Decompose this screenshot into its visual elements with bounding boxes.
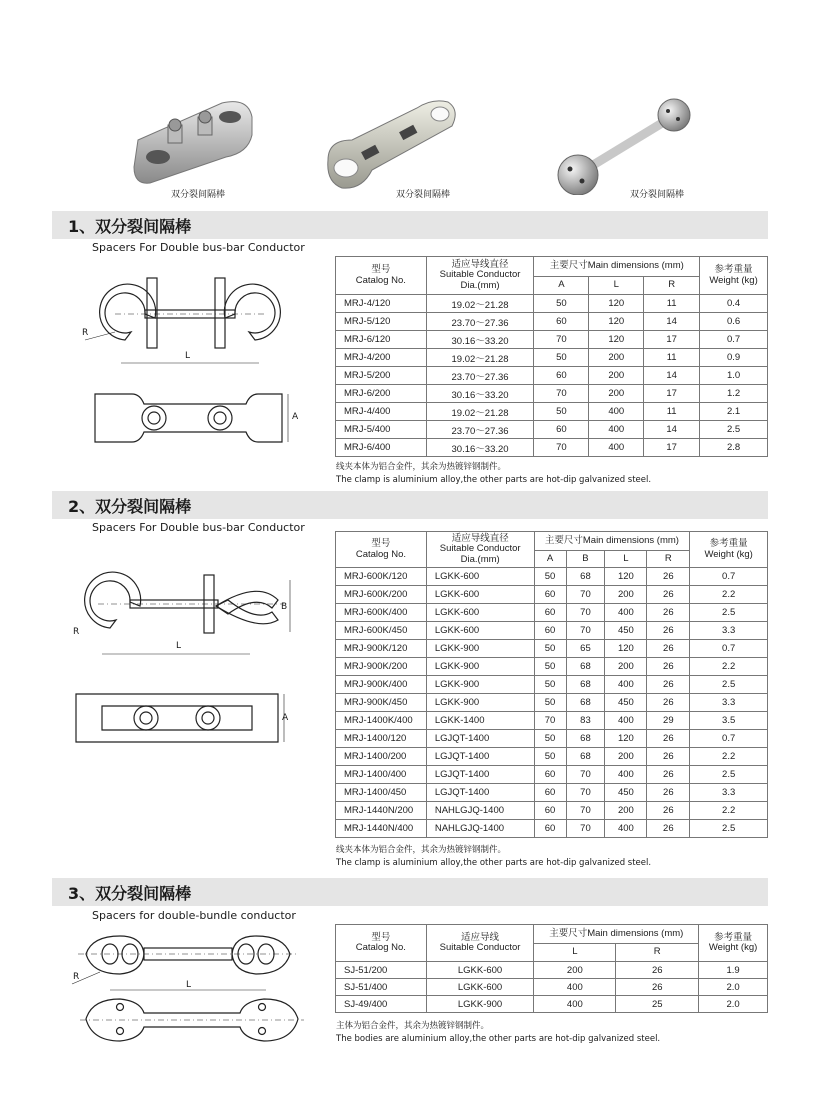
dimension-label-a: A [282, 713, 289, 723]
header-dims: 主要尺寸Main dimensions (mm) [534, 925, 699, 944]
table-cell: 11 [644, 403, 700, 421]
table-cell: 29 [647, 712, 690, 730]
table-cell: 70 [566, 586, 605, 604]
table-cell: LGKK-900 [426, 658, 534, 676]
table-cell: 400 [589, 439, 644, 457]
table-cell: 70 [566, 784, 605, 802]
table-cell: 14 [644, 421, 700, 439]
table-cell: 26 [647, 766, 690, 784]
table-cell: 2.2 [690, 802, 768, 820]
table-row [336, 730, 768, 748]
section-subtitle: Spacers for double-bundle conductor [92, 909, 296, 922]
table-cell: 50 [534, 748, 566, 766]
table-row [336, 712, 768, 730]
table-cell: 26 [647, 586, 690, 604]
table-cell: 0.6 [700, 313, 768, 331]
table-cell: MRJ-1400/120 [336, 730, 427, 748]
table-cell: 60 [534, 604, 566, 622]
table-cell: 120 [589, 331, 644, 349]
table-cell: 60 [534, 784, 566, 802]
table-cell: 14 [644, 313, 700, 331]
table-cell: 50 [534, 568, 566, 586]
table-row [336, 766, 768, 784]
table-cell: 68 [566, 658, 605, 676]
table-cell: 400 [605, 766, 647, 784]
table-cell: 26 [647, 604, 690, 622]
table-cell: 26 [647, 676, 690, 694]
table-cell: 3.5 [690, 712, 768, 730]
dimension-label-r: R [73, 627, 80, 637]
table-cell: 450 [605, 784, 647, 802]
table-cell: 25 [616, 996, 699, 1013]
table-cell: 60 [534, 820, 566, 838]
table-cell: 0.7 [690, 730, 768, 748]
table-cell: 23.70～27.36 [426, 313, 534, 331]
table-cell: 60 [534, 766, 566, 784]
table-cell: 2.5 [700, 421, 768, 439]
table-cell: 200 [605, 748, 647, 766]
table-cell: 450 [605, 622, 647, 640]
table-cell: SJ-51/200 [336, 962, 427, 979]
table-cell: 83 [566, 712, 605, 730]
table-row [336, 979, 768, 996]
table-cell: MRJ-900K/400 [336, 676, 427, 694]
table-cell: LGKK-600 [426, 586, 534, 604]
table-cell: 60 [534, 313, 589, 331]
table-cell: LGKK-600 [426, 962, 534, 979]
table-cell: 2.5 [690, 604, 768, 622]
spacer-drawing-side-view [90, 388, 300, 448]
table-row [336, 439, 768, 457]
table-cell: 70 [566, 820, 605, 838]
table-cell: 14 [644, 367, 700, 385]
header-dim-col: R [616, 944, 699, 962]
table-cell: 19.02～21.28 [426, 295, 534, 313]
header-model: 型号 [371, 931, 391, 943]
table-cell: NAHLGJQ-1400 [426, 802, 534, 820]
material-note-en: The bodies are aluminium alloy,the other parts are hot-dip galvanized steel. [336, 1034, 661, 1044]
table-cell: 200 [589, 349, 644, 367]
section-title: 1、双分裂间隔棒 [68, 217, 192, 236]
table-cell: 400 [534, 979, 616, 996]
table-row [336, 367, 768, 385]
table-cell: MRJ-900K/120 [336, 640, 427, 658]
table-row [336, 996, 768, 1013]
table-cell: 400 [605, 604, 647, 622]
table-row [336, 313, 768, 331]
table-cell: 26 [647, 658, 690, 676]
table-cell: 26 [616, 962, 699, 979]
table-cell: 120 [605, 730, 647, 748]
photo-caption: 双分裂间隔棒 [170, 190, 225, 200]
dimension-label-l: L [185, 351, 191, 361]
header-catalog: Catalog No. [355, 548, 406, 560]
table-cell: 70 [534, 385, 589, 403]
header-dim-col: A [534, 551, 566, 568]
table-cell: 50 [534, 640, 566, 658]
table-body [336, 295, 768, 457]
table-cell: 60 [534, 802, 566, 820]
table-cell: 23.70～27.36 [426, 367, 534, 385]
table-cell: 1.9 [699, 962, 768, 979]
table-row [336, 586, 768, 604]
material-note-cn: 线夹本体为铝合金件，其余为热镀锌钢制件。 [336, 845, 507, 855]
table-cell: MRJ-4/120 [336, 295, 427, 313]
table-cell: 26 [647, 820, 690, 838]
header-dia-unit: Dia.(mm) [460, 553, 500, 565]
spec-table [335, 531, 768, 838]
table-row [336, 568, 768, 586]
table-cell: 400 [605, 820, 647, 838]
table-cell: 60 [534, 622, 566, 640]
header-dim-col: A [534, 277, 589, 295]
table-cell: 200 [589, 367, 644, 385]
table-cell: 0.7 [690, 568, 768, 586]
header-dia-en: Suitable Conductor [439, 942, 521, 953]
table-row [336, 640, 768, 658]
table-cell: 2.8 [700, 439, 768, 457]
table-row [336, 403, 768, 421]
header-dia-cn: 适应导线直径 [451, 532, 509, 544]
table-cell: MRJ-900K/450 [336, 694, 427, 712]
spacer-clamp-photo-icon [130, 95, 260, 190]
section-title: 2、双分裂间隔棒 [68, 497, 192, 516]
header-dia-unit: Dia.(mm) [460, 279, 500, 291]
table-cell: 50 [534, 694, 566, 712]
table-cell: 50 [534, 349, 589, 367]
table-cell: MRJ-600K/120 [336, 568, 427, 586]
table-cell: 60 [534, 421, 589, 439]
table-cell: 60 [534, 586, 566, 604]
spec-table [335, 256, 768, 457]
table-cell: LGKK-600 [426, 604, 534, 622]
header-weight-cn: 参考重量 [714, 931, 753, 943]
material-note-cn: 主体为铝合金件，其余为热镀锌钢制件。 [336, 1021, 490, 1031]
header-catalog: Catalog No. [355, 942, 406, 953]
table-cell: MRJ-600K/200 [336, 586, 427, 604]
table-cell: 2.0 [699, 979, 768, 996]
section-header [52, 211, 768, 239]
table-row [336, 421, 768, 439]
table-row [336, 622, 768, 640]
section-title: 3、双分裂间隔棒 [68, 884, 192, 903]
table-row [336, 658, 768, 676]
table-cell: LGKK-900 [426, 694, 534, 712]
table-cell: 50 [534, 658, 566, 676]
table-cell: 0.7 [690, 640, 768, 658]
table-cell: 400 [589, 403, 644, 421]
table-cell: 2.1 [700, 403, 768, 421]
table-cell: 200 [605, 658, 647, 676]
table-row [336, 604, 768, 622]
photo-caption: 双分裂间隔棒 [395, 190, 450, 200]
table-cell: 200 [534, 962, 616, 979]
table-cell: 120 [589, 295, 644, 313]
table-cell: 68 [566, 748, 605, 766]
table-cell: 68 [566, 568, 605, 586]
table-cell: 120 [589, 313, 644, 331]
dimension-label-b: B [281, 602, 288, 612]
header-dia-cn: 适应导线直径 [451, 258, 509, 270]
table-cell: 65 [566, 640, 605, 658]
header-dims: 主要尺寸Main dimensions (mm) [534, 257, 700, 277]
material-note-cn: 线夹本体为铝合金件，其余为热镀锌钢制件。 [336, 462, 507, 472]
table-cell: 400 [605, 712, 647, 730]
table-row [336, 820, 768, 838]
header-dia-cn: 适应导线 [461, 931, 500, 943]
material-note-en: The clamp is aluminium alloy,the other parts are hot-dip galvanized steel. [336, 858, 652, 868]
table-row [336, 676, 768, 694]
dimension-label-l: L [186, 980, 192, 990]
table-cell: MRJ-4/200 [336, 349, 427, 367]
table-cell: MRJ-1400/400 [336, 766, 427, 784]
table-cell: 200 [605, 586, 647, 604]
table-cell: 60 [534, 367, 589, 385]
table-cell: 120 [605, 568, 647, 586]
header-dim-col: B [566, 551, 605, 568]
spacer-drawing-top-view [68, 570, 303, 665]
table-row [336, 784, 768, 802]
table-cell: 70 [566, 766, 605, 784]
table-cell: MRJ-6/400 [336, 439, 427, 457]
header-dia-en: Suitable Conductor [439, 543, 521, 555]
table-body [336, 962, 768, 1013]
table-cell: 17 [644, 439, 700, 457]
header-model: 型号 [371, 538, 391, 550]
header-dims: 主要尺寸Main dimensions (mm) [534, 532, 690, 551]
section-header [52, 878, 768, 906]
table-cell: MRJ-5/120 [336, 313, 427, 331]
header-weight-en: Weight (kg) [709, 274, 758, 286]
table-cell: 23.70～27.36 [426, 421, 534, 439]
table-cell: LGJQT-1400 [426, 766, 534, 784]
photo-caption: 双分裂间隔棒 [629, 190, 684, 200]
table-cell: 30.16～33.20 [426, 331, 534, 349]
table-cell: 0.4 [700, 295, 768, 313]
table-cell: 3.3 [690, 694, 768, 712]
header-weight-en: Weight (kg) [708, 942, 758, 953]
header-model: 型号 [371, 264, 391, 276]
table-cell: 1.2 [700, 385, 768, 403]
table-cell: 1.0 [700, 367, 768, 385]
table-row [336, 295, 768, 313]
table-cell: 2.2 [690, 586, 768, 604]
table-cell: 0.7 [700, 331, 768, 349]
dimension-label-r: R [82, 328, 89, 338]
table-cell: MRJ-1440N/200 [336, 802, 427, 820]
table-cell: LGKK-600 [426, 568, 534, 586]
table-row [336, 802, 768, 820]
header-dim-col: R [644, 277, 700, 295]
table-row [336, 694, 768, 712]
section-subtitle: Spacers For Double bus-bar Conductor [92, 521, 305, 534]
table-cell: LGKK-600 [426, 622, 534, 640]
header-weight-en: Weight (kg) [704, 548, 753, 560]
table-cell: MRJ-5/400 [336, 421, 427, 439]
table-cell: 30.16～33.20 [426, 385, 534, 403]
table-row [336, 385, 768, 403]
dimension-label-a: A [292, 412, 299, 422]
material-note-en: The clamp is aluminium alloy,the other parts are hot-dip galvanized steel. [336, 475, 652, 485]
table-cell: 400 [589, 421, 644, 439]
spacer-bar-photo-icon [322, 90, 462, 195]
table-cell: SJ-51/400 [336, 979, 427, 996]
spacer-ball-photo-icon [550, 95, 705, 195]
table-cell: 200 [589, 385, 644, 403]
table-row [336, 962, 768, 979]
header-weight-cn: 参考重量 [714, 264, 753, 276]
table-cell: 26 [647, 568, 690, 586]
table-cell: 3.3 [690, 622, 768, 640]
table-cell: LGKK-600 [426, 979, 534, 996]
table-cell: 2.2 [690, 748, 768, 766]
table-cell: 26 [647, 640, 690, 658]
table-cell: 70 [566, 604, 605, 622]
table-cell: LGJQT-1400 [426, 748, 534, 766]
table-cell: LGKK-900 [426, 640, 534, 658]
table-cell: 400 [534, 996, 616, 1013]
table-cell: 19.02～21.28 [426, 349, 534, 367]
header-dim-col: L [605, 551, 647, 568]
table-cell: MRJ-1400K/400 [336, 712, 427, 730]
table-cell: 11 [644, 295, 700, 313]
table-cell: LGKK-1400 [426, 712, 534, 730]
table-cell: 68 [566, 676, 605, 694]
dimension-label-r: R [73, 972, 80, 982]
header-dim-col: L [589, 277, 644, 295]
table-cell: 2.5 [690, 676, 768, 694]
table-cell: 68 [566, 730, 605, 748]
table-cell: 70 [534, 331, 589, 349]
table-cell: LGKK-900 [426, 676, 534, 694]
table-row [336, 331, 768, 349]
table-cell: MRJ-1440N/400 [336, 820, 427, 838]
table-row [336, 349, 768, 367]
table-cell: 70 [566, 622, 605, 640]
table-cell: 26 [647, 694, 690, 712]
table-cell: 17 [644, 385, 700, 403]
table-cell: LGJQT-1400 [426, 730, 534, 748]
table-body [336, 568, 768, 838]
spec-table [335, 924, 768, 1013]
table-cell: MRJ-1400/450 [336, 784, 427, 802]
table-cell: 200 [605, 802, 647, 820]
table-cell: MRJ-6/120 [336, 331, 427, 349]
table-cell: LGJQT-1400 [426, 784, 534, 802]
section-subtitle: Spacers For Double bus-bar Conductor [92, 241, 305, 254]
table-cell: 11 [644, 349, 700, 367]
section-header [52, 491, 768, 519]
table-cell: MRJ-900K/200 [336, 658, 427, 676]
table-cell: SJ-49/400 [336, 996, 427, 1013]
table-cell: MRJ-600K/400 [336, 604, 427, 622]
table-cell: 2.5 [690, 820, 768, 838]
table-cell: 400 [605, 676, 647, 694]
table-cell: 450 [605, 694, 647, 712]
table-cell: 2.2 [690, 658, 768, 676]
table-cell: MRJ-1400/200 [336, 748, 427, 766]
table-cell: 0.9 [700, 349, 768, 367]
dimension-label-l: L [176, 641, 182, 651]
table-cell: 17 [644, 331, 700, 349]
table-cell: 68 [566, 694, 605, 712]
table-cell: 50 [534, 676, 566, 694]
spacer-drawing-side-view [80, 995, 305, 1050]
header-dim-col: L [534, 944, 616, 962]
table-cell: MRJ-600K/450 [336, 622, 427, 640]
table-cell: 26 [647, 802, 690, 820]
table-cell: 26 [647, 622, 690, 640]
table-cell: 2.0 [699, 996, 768, 1013]
table-cell: 70 [534, 712, 566, 730]
table-cell: 26 [616, 979, 699, 996]
header-dim-col: R [647, 551, 690, 568]
table-cell: LGKK-900 [426, 996, 534, 1013]
table-cell: NAHLGJQ-1400 [426, 820, 534, 838]
table-row [336, 748, 768, 766]
table-cell: 50 [534, 403, 589, 421]
header-dia-en: Suitable Conductor [439, 269, 521, 281]
table-cell: 50 [534, 295, 589, 313]
table-cell: 26 [647, 730, 690, 748]
spacer-drawing-side-view [70, 688, 290, 748]
table-cell: MRJ-6/200 [336, 385, 427, 403]
table-cell: 30.16～33.20 [426, 439, 534, 457]
table-cell: 26 [647, 784, 690, 802]
table-cell: 50 [534, 730, 566, 748]
table-cell: 2.5 [690, 766, 768, 784]
header-catalog: Catalog No. [355, 274, 406, 286]
table-cell: MRJ-4/400 [336, 403, 427, 421]
header-weight-cn: 参考重量 [709, 538, 748, 550]
table-cell: 70 [566, 802, 605, 820]
table-cell: 19.02～21.28 [426, 403, 534, 421]
table-cell: 120 [605, 640, 647, 658]
table-cell: 3.3 [690, 784, 768, 802]
table-cell: 70 [534, 439, 589, 457]
table-cell: 26 [647, 748, 690, 766]
table-cell: MRJ-5/200 [336, 367, 427, 385]
